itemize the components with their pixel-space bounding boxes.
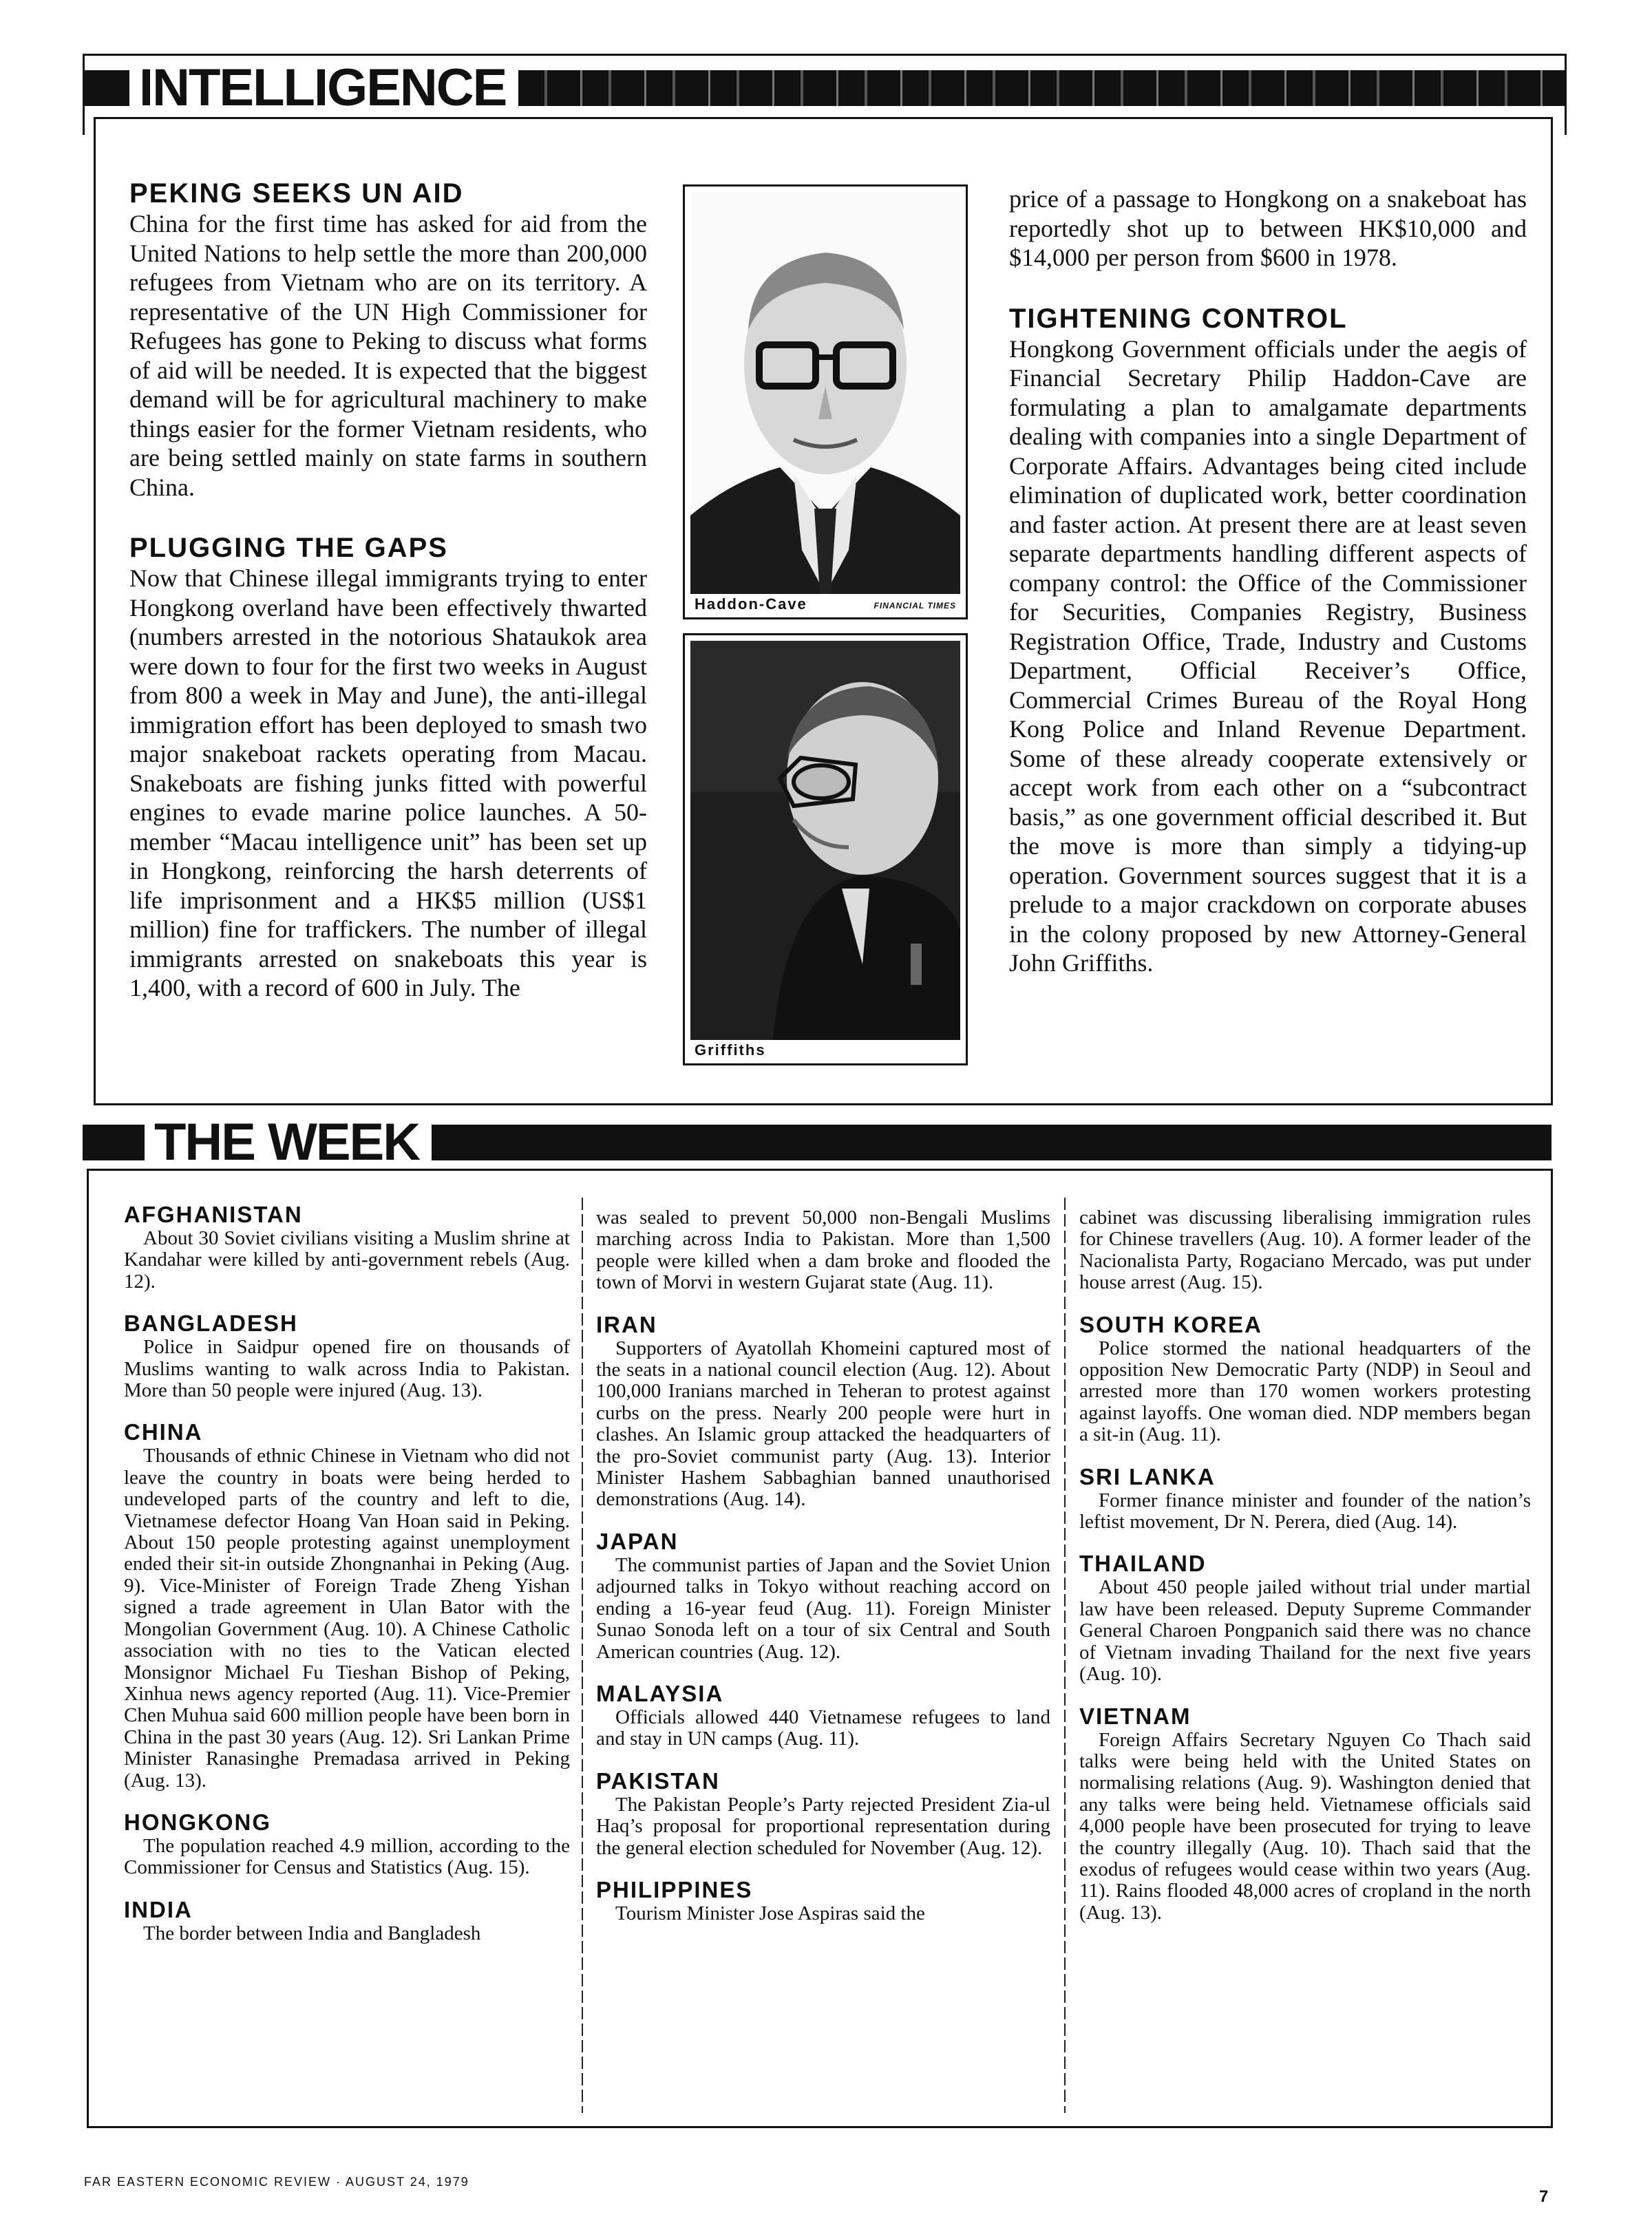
news-china <box>124 1419 570 1792</box>
column-divider <box>582 1198 583 2113</box>
article-plugging-gaps <box>129 532 647 1003</box>
publication-footer: FAR EASTERN ECONOMIC REVIEW · AUGUST 24, 1979 <box>84 2175 469 2189</box>
news-body: Supporters of Ayatollah Khomeini captured most of the seats in a national council election (Aug. 12). About 100,000 Iranians marched in Teheran to protest against curbs on the press. Nearly 200 people were hurt in clashes. An Islamic group attacked the headquarters of the pro-Soviet communist party (Aug. 13). Interior Minister Hashem Sabbaghian banned unauthorised demonstrations (Aug. 14). <box>596 1337 1050 1511</box>
article-plugging-gaps-continued <box>1009 184 1527 273</box>
news-vietnam <box>1079 1703 1531 1924</box>
news-hongkong <box>124 1809 570 1879</box>
portrait-image <box>690 192 960 594</box>
week-column-1 <box>124 1202 570 1944</box>
page-number: 7 <box>1539 2187 1549 2206</box>
country-heading: CHINA <box>124 1419 203 1445</box>
news-afghanistan <box>124 1202 570 1293</box>
banner-rule <box>518 70 1567 106</box>
country-heading: MALAYSIA <box>596 1680 724 1706</box>
banner-rule <box>432 1125 1552 1160</box>
the-week-title: THE WEEK <box>154 1113 420 1171</box>
news-body-continued: cabinet was discussing liberalising immigration rules for Chinese travellers (Aug. 10). A former leader of the Nacionalista Party, Rogaciano Mercado, was put under house arrest (Aug. 15). <box>1079 1207 1531 1294</box>
country-heading: IRAN <box>596 1311 657 1337</box>
banner-block <box>83 70 129 106</box>
portrait-image <box>690 641 960 1040</box>
intelligence-right-column <box>1009 184 1527 978</box>
news-body: Tourism Minister Jose Aspiras said the <box>615 1902 925 1924</box>
news-south-korea <box>1079 1312 1531 1446</box>
news-bangladesh <box>124 1310 570 1401</box>
news-body: The Pakistan People’s Party rejected President Zia-ul Haq’s proposal for proportional representation during the general election scheduled for November (Aug. 12). <box>596 1793 1050 1859</box>
news-body: Former finance minister and founder of the nation’s leftist movement, Dr N. Perera, died (Aug. 14). <box>1079 1489 1531 1533</box>
country-heading: AFGHANISTAN <box>124 1202 303 1227</box>
country-heading: HONGKONG <box>124 1809 271 1835</box>
country-heading: VIETNAM <box>1079 1703 1192 1729</box>
country-heading: SOUTH KOREA <box>1079 1311 1262 1337</box>
photo-caption: Haddon-Cave <box>695 595 807 613</box>
country-heading: PHILIPPINES <box>596 1876 753 1902</box>
news-body: About 450 people jailed without trial under martial law have been released. Deputy Supreme Commander General Charoen Pongpanich said there was no chance of Vietnam invading Thailand for the next five years (Aug. 10). <box>1079 1576 1531 1686</box>
headline: PLUGGING THE GAPS <box>129 533 448 563</box>
intelligence-banner <box>83 59 1567 117</box>
news-body: The border between India and Bangladesh <box>143 1922 481 1944</box>
article-body: Hongkong Government officials under the aegis of Financial Secretary Philip Haddon-Cave are formulating a plan to amalgamate departments dealing with companies into a single Department of Corporate Affairs. Advantages being cited include elimination of duplicated work, better coordination and faster action. At present there are at least seven separate departments handling different aspects of company control: the Office of the Commissioner for Securities, Companies Registry, Business Registration Office, Trade, Industry and Customs Department, Official Receiver’s Office, Commercial Crimes Bureau of the Royal Hong Kong Police and Inland Revenue Department. Some of these already cooperate extensively or accept work from each other on a “subcontract basis,” as one government official described it. But the move is more than simply a tidying-up operation. Government sources suggest that it is a prelude to a major crackdown on corporate abuses in the colony proposed by new Attorney-General John Griffiths. <box>1009 334 1527 977</box>
article-body: Now that Chinese illegal immigrants trying to enter Hongkong overland have been effectively thwarted (numbers arrested in the notorious Shataukok area were down to four for the first two weeks in August from 800 a week in May and June), the anti-illegal immigration effort has been deployed to smash two major snakeboat rackets operating from Macau. Snakeboats are fishing junks fitted with powerful engines to evade marine police launches. A 50-member “Macau intelligence unit” has been set up in Hongkong, reinforcing the harsh deterrents of life imprisonment and a HK$5 million (US$1 million) fine for traffickers. The number of illegal immigrants arrested on snakeboats this year is 1,400, with a record of 600 in July. The <box>129 564 647 1001</box>
article-body: China for the first time has asked for aid from the United Nations to help settle the more than 200,000 refugees from Vietnam who are on its territory. A representative of the UN High Commissioner for Refugees has gone to Peking to discuss what forms of aid will be needed. It is expected that the biggest demand will be for agricultural machinery to make things easier for the former Vietnam residents, who are being settled mainly on state farms in southern China. <box>129 210 647 501</box>
article-peking-un-aid <box>129 178 647 502</box>
intelligence-title: INTELLIGENCE <box>139 59 507 117</box>
country-heading: THAILAND <box>1079 1551 1207 1577</box>
news-body-continued: was sealed to prevent 50,000 non-Bengali Muslims marching across India to Pakistan. More than 1,500 people were killed when a dam broke and flooded the town of Morvi in western Gujarat state (Aug. 11). <box>596 1207 1050 1294</box>
news-india-continued <box>596 1207 1050 1294</box>
country-heading: INDIA <box>124 1896 193 1922</box>
photo-haddon-cave <box>683 184 968 619</box>
photo-caption: Griffiths <box>695 1041 766 1059</box>
news-japan <box>596 1529 1050 1663</box>
the-week-banner <box>83 1114 1552 1171</box>
news-body: The population reached 4.9 million, according to the Commissioner for Census and Statistics (Aug. 15). <box>124 1834 570 1879</box>
country-heading: JAPAN <box>596 1528 679 1554</box>
news-body: Thousands of ethnic Chinese in Vietnam who did not leave the country in boats were being herded to undeveloped parts of the country and left to die, Vietnamese defector Hoang Van Hoan said in Peking. About 150 people protesting against unemployment ended their sit-in outside Zhongnanhai in Peking (Aug. 9). Vice-Minister of Foreign Trade Zheng Yishan signed a trade agreement in Ulan Bator with the Mongolian Government (Aug. 10). A Chinese Catholic association with no ties to the Vatican elected Monsignor Michael Fu Tieshan Bishop of Peking, Xinhua news agency reported (Aug. 11). Vice-Premier Chen Muhua said 600 million people have been born in China in the past 30 years (Aug. 12). Sri Lankan Prime Minister Ranasinghe Premadasa arrived in Peking (Aug. 13). <box>124 1445 570 1792</box>
news-india <box>124 1897 570 1944</box>
country-heading: SRI LANKA <box>1079 1463 1216 1489</box>
week-column-3 <box>1079 1207 1531 1924</box>
article-tightening-control <box>1009 303 1527 978</box>
news-body: Police in Saidpur opened fire on thousands of Muslims wanting to walk across India to Pakistan. More than 50 people were injured (Aug. 13). <box>124 1336 570 1402</box>
news-philippines-continued <box>1079 1207 1531 1294</box>
banner-block <box>83 1125 145 1160</box>
news-body: About 30 Soviet civilians visiting a Muslim shrine at Kandahar were killed by anti-government rebels (Aug. 12). <box>124 1227 570 1293</box>
headline: PEKING SEEKS UN AID <box>129 178 464 209</box>
news-malaysia <box>596 1681 1050 1750</box>
news-iran <box>596 1312 1050 1511</box>
column-divider <box>1064 1198 1066 2113</box>
news-thailand <box>1079 1551 1531 1685</box>
news-philippines <box>596 1877 1050 1924</box>
photo-credit: FINANCIAL TIMES <box>873 601 956 610</box>
week-column-2 <box>596 1207 1050 1924</box>
news-body: The communist parties of Japan and the Soviet Union adjourned talks in Tokyo without reaching accord on ending a 16-year feud (Aug. 11). Foreign Minister Sunao Sonoda left on a tour of six Central and South American countries (Aug. 12). <box>596 1553 1050 1663</box>
country-heading: BANGLADESH <box>124 1310 298 1337</box>
news-body: Officials allowed 440 Vietnamese refugees to land and stay in UN camps (Aug. 11). <box>596 1706 1050 1750</box>
news-pakistan <box>596 1768 1050 1859</box>
headline: TIGHTENING CONTROL <box>1009 303 1348 334</box>
country-heading: PAKISTAN <box>596 1767 720 1794</box>
news-body: Police stormed the national headquarters of the opposition New Democratic Party (NDP) in Seoul and arrested more than 170 women workers protesting against layoffs. One woman died. NDP members began a sit-in (Aug. 11). <box>1079 1337 1531 1446</box>
photo-griffiths <box>683 633 968 1065</box>
news-sri-lanka <box>1079 1464 1531 1533</box>
news-body: Foreign Affairs Secretary Nguyen Co Thach said talks were being held with the United States on normalising relations (Aug. 9). Washington denied that any talks were being held. Vietnamese officials said 4,000 people have been prosecuted for trying to leave the country illegally (Aug. 10). Thach said that the exodus of refugees would cease within two years (Aug. 11). Rains flooded 48,000 acres of cropland in the north (Aug. 13). <box>1079 1728 1531 1924</box>
article-body-continued: price of a passage to Hongkong on a snakeboat has reportedly shot up to between HK$10,000 and $14,000 per person from $600 in 1978. <box>1009 185 1527 271</box>
intelligence-left-column <box>129 173 647 1003</box>
